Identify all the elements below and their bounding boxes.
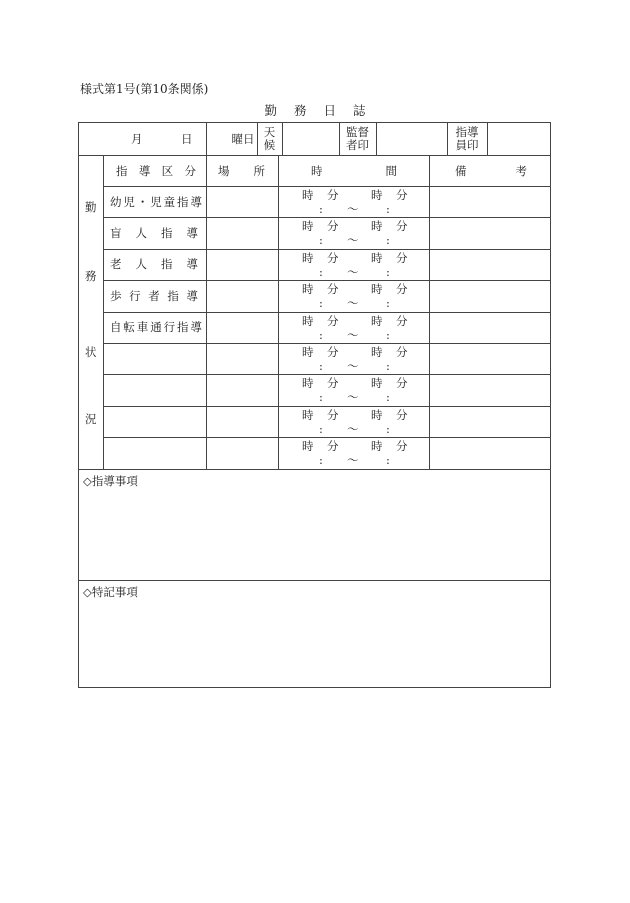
duty-status-label bbox=[79, 155, 103, 469]
start-colon: : bbox=[319, 296, 323, 311]
end-colon: : bbox=[386, 390, 390, 405]
time-range-cell[interactable] bbox=[278, 406, 429, 437]
category-cell[interactable] bbox=[110, 374, 198, 405]
place-cell[interactable] bbox=[207, 280, 278, 311]
time-range-cell[interactable] bbox=[278, 312, 429, 343]
weather-field[interactable] bbox=[282, 123, 339, 155]
end-colon: : bbox=[386, 327, 390, 342]
start-minute-char: 分 bbox=[327, 188, 339, 202]
supervisor-seal-line: 監督 bbox=[346, 125, 369, 139]
end-hour-char: 時 bbox=[371, 188, 383, 202]
place-column-header bbox=[218, 155, 265, 186]
category-char: 指 bbox=[161, 257, 173, 272]
end-minute-char: 分 bbox=[396, 439, 408, 454]
end-hour-char: 時 bbox=[371, 345, 383, 359]
end-colon: : bbox=[386, 202, 390, 216]
grid-line bbox=[206, 123, 207, 155]
side-label-char: 況 bbox=[85, 412, 97, 426]
category-cell[interactable] bbox=[110, 437, 198, 468]
range-tilde: 〜 bbox=[347, 296, 359, 311]
category-cell[interactable] bbox=[110, 343, 198, 374]
time-range-cell[interactable] bbox=[278, 437, 429, 468]
range-tilde: 〜 bbox=[347, 421, 359, 436]
instructor-seal-line: 員印 bbox=[455, 138, 479, 152]
header-char: 区 bbox=[161, 163, 174, 178]
remarks-cell[interactable] bbox=[430, 312, 550, 343]
time-range-cell[interactable] bbox=[278, 374, 429, 405]
range-tilde: 〜 bbox=[347, 202, 359, 216]
weather-char: 候 bbox=[263, 138, 276, 152]
place-cell[interactable] bbox=[207, 437, 278, 468]
end-colon: : bbox=[386, 421, 390, 436]
category-char: 者 bbox=[148, 288, 160, 303]
category-char: 老 bbox=[110, 257, 122, 272]
category-char: 導 bbox=[186, 226, 198, 241]
grid-line bbox=[79, 469, 550, 470]
range-tilde: 〜 bbox=[347, 359, 359, 373]
start-minute-char: 分 bbox=[327, 282, 339, 297]
weather-char: 天 bbox=[263, 125, 276, 139]
grid-line bbox=[257, 123, 258, 155]
end-hour-char: 時 bbox=[371, 313, 383, 328]
category-char: 行 bbox=[129, 288, 141, 303]
end-minute-char: 分 bbox=[396, 188, 408, 202]
start-minute-char: 分 bbox=[327, 376, 339, 391]
place-cell[interactable] bbox=[207, 249, 278, 280]
grid-line bbox=[103, 155, 104, 469]
remarks-cell[interactable] bbox=[430, 249, 550, 280]
end-minute-char: 分 bbox=[396, 282, 408, 297]
end-colon: : bbox=[386, 264, 390, 279]
remarks-cell[interactable] bbox=[430, 217, 550, 248]
time-range-cell[interactable] bbox=[278, 186, 429, 217]
place-cell[interactable] bbox=[207, 312, 278, 343]
start-minute-char: 分 bbox=[327, 250, 339, 265]
range-tilde: 〜 bbox=[347, 327, 359, 342]
end-colon: : bbox=[386, 453, 390, 468]
start-minute-char: 分 bbox=[327, 313, 339, 328]
category-char: 童 bbox=[163, 194, 176, 209]
category-cell bbox=[110, 249, 198, 280]
range-tilde: 〜 bbox=[347, 233, 359, 248]
start-colon: : bbox=[319, 327, 323, 342]
category-cell bbox=[110, 312, 202, 343]
start-minute-char: 分 bbox=[327, 407, 339, 422]
category-char: 転 bbox=[123, 320, 135, 335]
start-colon: : bbox=[319, 202, 323, 216]
side-label-char: 務 bbox=[85, 269, 97, 283]
instructor-seal-line: 指導 bbox=[455, 125, 479, 139]
grid-line bbox=[429, 155, 430, 469]
header-char: 備 bbox=[455, 163, 467, 178]
start-hour-char: 時 bbox=[302, 188, 314, 202]
grid-line bbox=[487, 123, 488, 155]
category-char: 指 bbox=[177, 320, 189, 335]
start-minute-char: 分 bbox=[327, 345, 339, 359]
start-hour-char: 時 bbox=[302, 407, 314, 422]
category-char: 人 bbox=[135, 257, 147, 272]
start-hour-char: 時 bbox=[302, 439, 314, 454]
end-hour-char: 時 bbox=[371, 407, 383, 422]
category-cell bbox=[110, 280, 198, 311]
header-char: 所 bbox=[253, 163, 265, 178]
special-notes-section-body[interactable] bbox=[79, 599, 550, 687]
side-label-char: 状 bbox=[85, 345, 97, 359]
end-hour-char: 時 bbox=[371, 219, 383, 234]
category-char: 導 bbox=[190, 194, 202, 209]
category-char: 人 bbox=[135, 226, 147, 241]
place-cell[interactable] bbox=[207, 406, 278, 437]
start-colon: : bbox=[319, 421, 323, 436]
header-char: 考 bbox=[515, 163, 527, 178]
category-char: 通 bbox=[150, 320, 162, 335]
start-minute-char: 分 bbox=[327, 219, 339, 234]
end-hour-char: 時 bbox=[371, 376, 383, 391]
header-char: 時 bbox=[311, 163, 323, 178]
category-cell[interactable] bbox=[110, 406, 198, 437]
instructor-seal-label bbox=[447, 125, 487, 153]
start-hour-char: 時 bbox=[302, 345, 314, 359]
category-char: 指 bbox=[177, 194, 189, 209]
grid-line bbox=[206, 155, 207, 469]
header-char: 間 bbox=[385, 163, 397, 178]
category-char: 歩 bbox=[110, 288, 122, 303]
start-colon: : bbox=[319, 390, 323, 405]
place-cell[interactable] bbox=[207, 374, 278, 405]
remarks-cell[interactable] bbox=[430, 437, 550, 468]
time-range-cell[interactable] bbox=[278, 249, 429, 280]
day-label: 日 bbox=[181, 132, 193, 146]
time-range-cell[interactable] bbox=[278, 343, 429, 374]
time-range-cell[interactable] bbox=[278, 217, 429, 248]
end-colon: : bbox=[386, 296, 390, 311]
end-colon: : bbox=[386, 359, 390, 373]
weekday-label: 曜日 bbox=[231, 132, 255, 146]
start-hour-char: 時 bbox=[302, 282, 314, 297]
category-cell bbox=[110, 217, 198, 248]
remarks-column-header bbox=[455, 155, 527, 186]
end-minute-char: 分 bbox=[396, 376, 408, 391]
range-tilde: 〜 bbox=[347, 453, 359, 468]
month-label: 月 bbox=[131, 132, 143, 146]
header-char: 場 bbox=[218, 163, 230, 178]
guidance-section-body[interactable] bbox=[79, 487, 550, 579]
range-tilde: 〜 bbox=[347, 390, 359, 405]
category-char: 行 bbox=[163, 320, 176, 335]
start-colon: : bbox=[319, 453, 323, 468]
start-hour-char: 時 bbox=[302, 219, 314, 234]
end-minute-char: 分 bbox=[396, 345, 408, 359]
category-char: 自 bbox=[110, 320, 122, 335]
start-colon: : bbox=[319, 233, 323, 248]
place-cell[interactable] bbox=[207, 186, 278, 217]
time-column-header bbox=[311, 155, 397, 186]
category-char: 導 bbox=[190, 320, 202, 335]
special-notes-section-title: ◇特記事項 bbox=[83, 585, 138, 599]
remarks-cell[interactable] bbox=[430, 186, 550, 217]
category-char: 指 bbox=[167, 288, 179, 303]
category-column-header bbox=[116, 155, 196, 186]
grid-line bbox=[79, 155, 550, 156]
grid-line bbox=[278, 155, 279, 469]
start-hour-char: 時 bbox=[302, 376, 314, 391]
time-range-cell[interactable] bbox=[278, 280, 429, 311]
supervisor-seal-field[interactable] bbox=[376, 123, 447, 155]
side-label-char: 勤 bbox=[85, 200, 97, 214]
start-hour-char: 時 bbox=[302, 313, 314, 328]
grid-line bbox=[339, 123, 340, 155]
category-char: 児 bbox=[123, 194, 135, 209]
category-char: 導 bbox=[186, 257, 198, 272]
header-char: 分 bbox=[184, 163, 196, 178]
end-hour-char: 時 bbox=[371, 250, 383, 265]
remarks-cell[interactable] bbox=[430, 343, 550, 374]
category-char: 導 bbox=[186, 288, 198, 303]
range-tilde: 〜 bbox=[347, 264, 359, 279]
remarks-cell[interactable] bbox=[430, 406, 550, 437]
document-title: 勤務日誌 bbox=[264, 103, 383, 118]
form-number: 様式第1号(第10条関係) bbox=[80, 82, 209, 96]
start-hour-char: 時 bbox=[302, 250, 314, 265]
instructor-seal-field[interactable] bbox=[487, 123, 551, 155]
start-colon: : bbox=[319, 359, 323, 373]
supervisor-seal-line: 者印 bbox=[346, 138, 369, 152]
guidance-section-title: ◇指導事項 bbox=[83, 474, 138, 488]
end-hour-char: 時 bbox=[371, 282, 383, 297]
end-minute-char: 分 bbox=[396, 313, 408, 328]
end-minute-char: 分 bbox=[396, 219, 408, 234]
end-hour-char: 時 bbox=[371, 439, 383, 454]
end-minute-char: 分 bbox=[396, 250, 408, 265]
grid-line bbox=[79, 580, 550, 581]
grid-line bbox=[376, 123, 377, 155]
remarks-cell[interactable] bbox=[430, 280, 550, 311]
end-colon: : bbox=[386, 233, 390, 248]
category-char: 児 bbox=[150, 194, 162, 209]
start-minute-char: 分 bbox=[327, 439, 339, 454]
category-char: 盲 bbox=[110, 226, 122, 241]
category-char: 指 bbox=[161, 226, 173, 241]
header-char: 指 bbox=[116, 163, 128, 178]
place-cell[interactable] bbox=[207, 343, 278, 374]
start-colon: : bbox=[319, 264, 323, 279]
category-char: 車 bbox=[136, 320, 149, 335]
weather-label bbox=[257, 125, 282, 153]
grid-line bbox=[282, 123, 283, 155]
category-char: ・ bbox=[136, 194, 149, 209]
grid-line bbox=[447, 123, 448, 155]
category-char: 幼 bbox=[110, 194, 122, 209]
supervisor-seal-label bbox=[339, 125, 376, 153]
remarks-cell[interactable] bbox=[430, 374, 550, 405]
end-minute-char: 分 bbox=[396, 407, 408, 422]
header-char: 導 bbox=[138, 163, 151, 178]
place-cell[interactable] bbox=[207, 217, 278, 248]
duty-log-form bbox=[78, 122, 551, 688]
category-cell bbox=[110, 186, 202, 217]
